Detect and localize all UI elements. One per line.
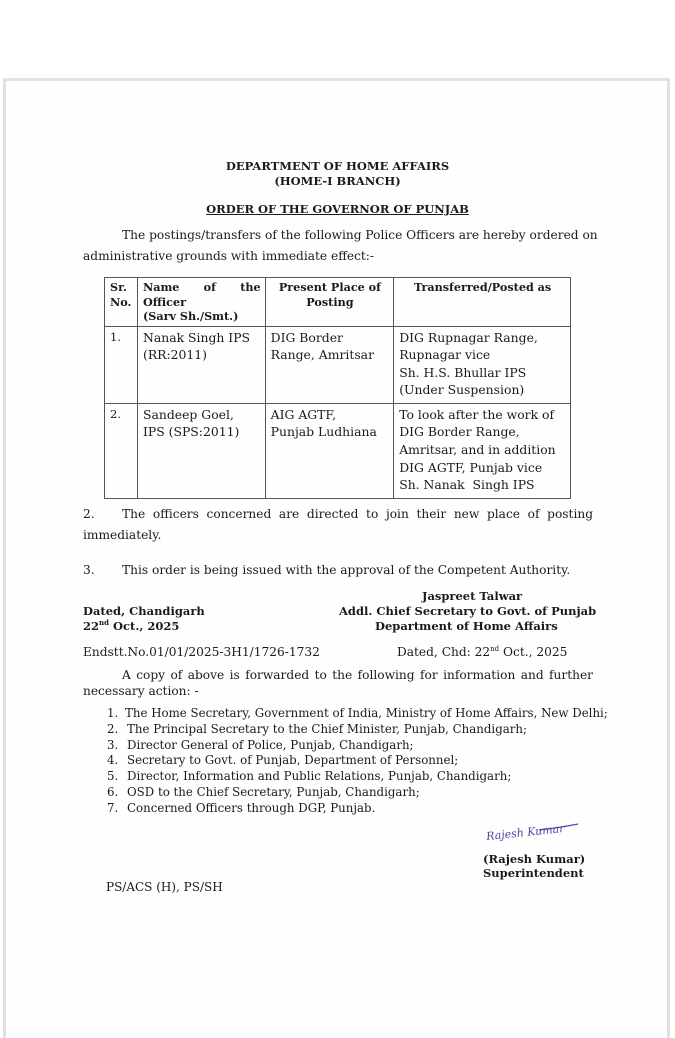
- cell-line: Range, Amritsar: [270, 347, 374, 363]
- list-text: Director, Information and Public Relations, Punjab, Chandigarh;: [127, 769, 512, 784]
- header-present-line-2: Posting: [306, 294, 354, 309]
- cell-line: (Under Suspension): [399, 382, 525, 398]
- endorsement-date-suffix: nd: [490, 644, 500, 653]
- header-name-line-3: (Sarv Sh./Smt.): [142, 309, 239, 323]
- transfer-table: [104, 277, 571, 499]
- list-number: 5.: [107, 769, 119, 784]
- header-name: [137, 278, 265, 327]
- para-3-number: 3.: [83, 563, 95, 577]
- table-row: [105, 403, 571, 498]
- cell-line: DIG Rupnagar Range,: [399, 329, 538, 345]
- date-suffix: nd: [99, 618, 109, 628]
- recipient-list: [107, 706, 608, 817]
- list-item: [107, 753, 608, 769]
- list-number: 6.: [107, 784, 119, 799]
- dated-date: [83, 619, 179, 633]
- intro-line-2: administrative grounds with immediate effect:-: [83, 249, 375, 263]
- header-name-line-1: [143, 280, 261, 295]
- signature-text: Rajesh Kumar: [485, 821, 566, 844]
- list-item: [107, 801, 608, 817]
- header-name-word: of: [203, 280, 216, 294]
- cell-line: Sh. Nanak Singh IPS: [399, 477, 535, 493]
- list-text: The Home Secretary, Government of India, Ministry of Home Affairs, New Delhi;: [125, 706, 608, 720]
- header-name-word: Name: [142, 280, 180, 294]
- date-day: 22: [83, 619, 100, 633]
- para-2-number: 2.: [83, 507, 95, 521]
- dated-place: Dated, Chandigarh: [83, 604, 205, 618]
- header-no-text: No.: [110, 294, 132, 309]
- list-text: Secretary to Govt. of Punjab, Department of Personnel;: [127, 753, 459, 768]
- header-sr-no: [105, 278, 138, 327]
- cell-line: Amritsar, and in addition: [399, 442, 556, 458]
- cell-line: IPS (SPS:2011): [142, 424, 240, 440]
- header-name-word: the: [240, 280, 261, 294]
- header-name-line-2: Officer: [142, 294, 186, 309]
- cell-officer-name: [137, 403, 265, 498]
- table-row: [105, 326, 571, 403]
- cell-line: (RR:2011): [142, 347, 208, 363]
- endorsement-date-rest: Oct., 2025: [499, 645, 568, 659]
- list-number: 3.: [107, 737, 119, 752]
- signature-flourish-icon: [538, 822, 580, 832]
- list-item: [107, 769, 608, 785]
- signatory-designation: Addl. Chief Secretary to Govt. of Punjab: [339, 604, 597, 618]
- endorsement-number: Endstt.No.01/01/2025-3H1/1726-1732: [83, 645, 320, 659]
- header-present-posting: [265, 278, 394, 327]
- cell-sr: 2.: [105, 403, 138, 498]
- cell-transferred: [394, 403, 571, 498]
- list-number: 4.: [107, 753, 119, 768]
- para-2-line-2: immediately.: [83, 528, 162, 542]
- order-title: [0, 202, 675, 216]
- endorsement-date: [397, 645, 567, 659]
- cc-line: PS/ACS (H), PS/SH: [106, 880, 223, 894]
- cell-transferred: [394, 326, 571, 403]
- header-present-line-1: Present Place of: [278, 280, 381, 294]
- list-number: 2.: [107, 721, 119, 736]
- cell-line: To look after the work of: [399, 406, 555, 422]
- date-rest: Oct., 2025: [109, 619, 180, 633]
- header-sr-text: Sr.: [110, 280, 127, 294]
- order-title-text: ORDER OF THE GOVERNOR OF PUNJAB: [206, 202, 469, 216]
- list-item: [107, 738, 608, 754]
- cell-officer-name: [137, 326, 265, 403]
- para-2-line-1: The officers concerned are directed to join their new place of posting: [122, 507, 593, 521]
- cell-present-posting: [265, 403, 394, 498]
- cell-line: AIG AGTF,: [270, 406, 337, 422]
- list-text: The Principal Secretary to the Chief Minister, Punjab, Chandigarh;: [127, 721, 527, 736]
- document-page: [3, 78, 670, 1038]
- cell-line: Nanak Singh IPS: [142, 329, 251, 345]
- list-item: [107, 722, 608, 738]
- cell-line: Sh. H.S. Bhullar IPS: [399, 364, 527, 380]
- cell-present-posting: [265, 326, 394, 403]
- cell-line: Rupnagar vice: [399, 347, 491, 363]
- cell-line: Punjab Ludhiana: [270, 424, 377, 440]
- superintendent-name: (Rajesh Kumar): [483, 852, 586, 866]
- intro-line-1: The postings/transfers of the following Police Officers are hereby ordered on: [122, 228, 598, 242]
- cell-sr: 1.: [105, 326, 138, 403]
- cell-line: DIG AGTF, Punjab vice: [399, 459, 543, 475]
- list-item: [107, 785, 608, 801]
- department-heading: DEPARTMENT OF HOME AFFAIRS: [225, 159, 450, 173]
- list-text: OSD to the Chief Secretary, Punjab, Chandigarh;: [127, 784, 420, 799]
- branch-heading: (HOME-I BRANCH): [274, 174, 401, 188]
- signatory-name: Jaspreet Talwar: [422, 589, 523, 603]
- list-text: Concerned Officers through DGP, Punjab.: [127, 800, 376, 815]
- cell-line: DIG Border: [270, 329, 343, 345]
- endorsement-date-prefix: Dated, Chd: 22: [397, 645, 491, 659]
- para-3-text: This order is being issued with the approval of the Competent Authority.: [122, 563, 571, 577]
- list-number: 1.: [107, 706, 119, 720]
- superintendent-designation: Superintendent: [483, 866, 584, 880]
- cell-line: Sandeep Goel,: [142, 406, 234, 422]
- signatory-department: Department of Home Affairs: [375, 619, 558, 633]
- copy-line-2: necessary action: -: [83, 684, 199, 698]
- cell-line: DIG Border Range,: [399, 424, 520, 440]
- table-header-row: [105, 278, 571, 327]
- list-text: Director General of Police, Punjab, Chandigarh;: [127, 737, 414, 752]
- copy-line-1: A copy of above is forwarded to the following for information and further: [122, 668, 593, 682]
- list-item: [107, 706, 608, 722]
- header-transferred: Transferred/Posted as: [394, 278, 571, 327]
- list-number: 7.: [107, 800, 119, 815]
